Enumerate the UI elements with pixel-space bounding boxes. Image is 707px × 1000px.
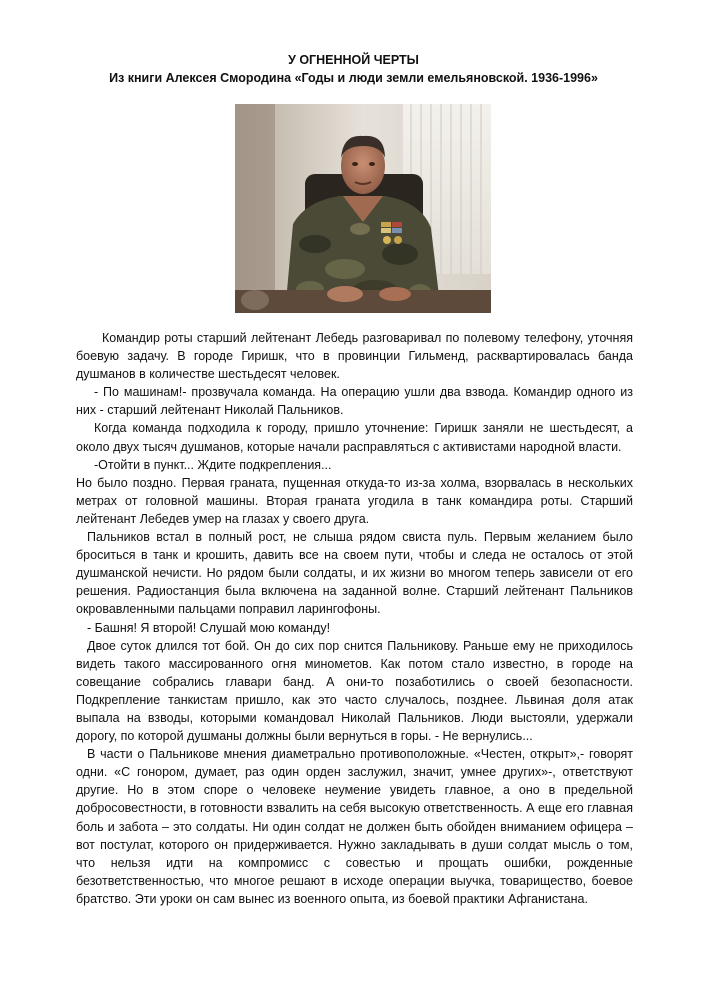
article-paragraph: Командир роты старший лейтенант Лебедь разговаривал по полевому телефону, уточняя боевую задачу. В городе Гиришк, что в провинции Гильменд, расквартировалась банда душманов в количестве шестьдесят человек. <box>76 331 633 382</box>
article-body <box>76 329 633 908</box>
portrait-photo <box>235 104 491 313</box>
article-paragraph: Двое суток длился тот бой. Он до сих пор снится Пальникову. Раньше ему не приходилось видеть такого массированного огня минометов. Как потом стало известно, в городе на совещание собрались главари банд. А они-то позаботились о своей безопасности. Подкрепление танкистам пришло, как это часто случалось, позднее. Львиная доля атак выпала на взводы, которыми командовал Николай Пальников. Люди выстояли, удержали дорогу, по которой душманы должны были вернуться в горы. - Не вернулись... <box>76 638 633 744</box>
article-paragraph: Когда команда подходила к городу, пришло уточнение: Гиришк заняли не шестьдесят, а около двух тысяч душманов, которые начали расправляться с активистами народной власти. <box>76 421 633 454</box>
article-title: У ОГНЕННОЙ ЧЕРТЫ <box>288 53 419 67</box>
article-paragraph: Пальников встал в полный рост, не слыша рядом свиста пуль. Первым желанием было броситься в танк и крошить, давить все на своем пути, чтобы и следа не осталось от этой душманской нечисти. Но рядом были солдаты, и их жизни во многом теперь зависели от его решения. Радиостанция была включена на заданной волне. Старший лейтенант Пальников окровавленными пальцами поправил ларингофоны. <box>76 530 633 617</box>
portrait-photo-icon <box>235 104 491 313</box>
article-paragraph: - Башня! Я второй! Слушай мою команду! <box>87 620 331 635</box>
article-paragraph: В части о Пальникове мнения диаметрально противоположные. «Честен, открыт»,- говорят одни. «С гонором, думает, раз один орден заслужил, значит, умнее других»-, ответствуют другие. Но в этом споре о человеке неумение увидеть главное, а оно в предельной добросовестности, в готовности взвалить на себя высокую ответственность. А еще его главная боль и забота – это солдаты. Ни один солдат не должен быть обойден вниманием офицера – вот постулат, которого он придерживается. Нужно закладывать в души солдат мысль о том, что нельзя идти на компромисс с совестью и прощать ошибки, рожденные безответственностью, что многое решают в исходе операции выучка, товарищество, боевое братство. Эти уроки он сам вынес из военного опыта, из боевой практики Афганистана. <box>76 747 633 906</box>
article-paragraph: Но было поздно. Первая граната, пущенная откуда-то из-за холма, взорвалась в нескольких метрах от головной машины. Вторая граната угодила в танк командира роты. Старший лейтенант Лебедев умер на глазах у своего друга. <box>76 475 633 526</box>
article-subtitle: Из книги Алексея Смородина «Годы и люди земли емельяновской. 1936-1996» <box>109 71 598 85</box>
article-paragraph: -Отойти в пункт... Ждите подкрепления... <box>94 457 332 472</box>
article-paragraph: - По машинам!- прозвучала команда. На операцию ушли два взвода. Командир одного из них - старший лейтенант Николай Пальников. <box>76 385 633 418</box>
